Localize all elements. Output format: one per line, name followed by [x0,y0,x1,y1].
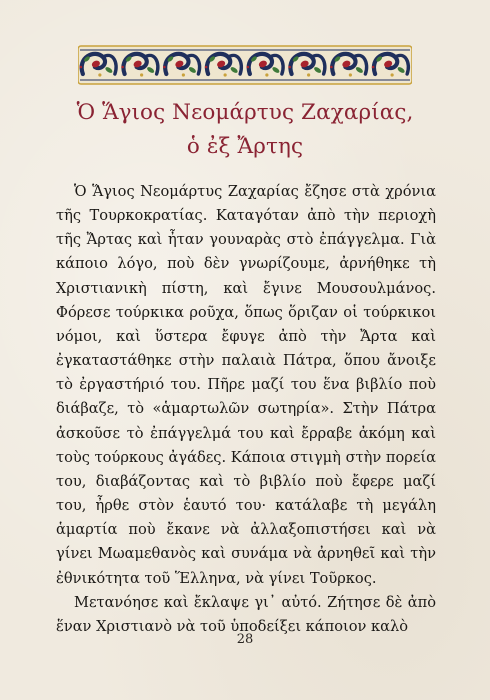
chapter-title [0,96,490,164]
chapter-title-line-1: Ὁ Ἅγιος Νεομάρτυς Ζαχαρίας, [76,100,414,125]
chapter-title-line-2: ὁ ἐξ Ἄρτης [186,134,304,159]
paragraph-2: Μετανόησε καὶ ἔκλαψε γι᾽ αὐτό. Ζήτησε δὲ ἀπὸ ἕναν Χριστιανὸ νὰ τοῦ ὑποδείξει κάποιον καλὸ [56,593,436,635]
page-number: 28 [236,632,254,647]
decorative-ornament-icon [78,42,412,88]
body-text [56,180,436,639]
paragraph-1: Ὁ Ἅγιος Νεομάρτυς Ζαχαρίας ἔζησε στὰ χρόνια τῆς Τουρκοκρατίας. Καταγόταν ἀπὸ τὴν περιοχὴ τῆς Ἄρτας καὶ ἦταν γουναρὰς στὸ ἐπάγγελμα. Γιὰ κάποιο λόγο, ποὺ δὲν γνωρίζουμε, ἀρνήθηκε τὴ Χριστιανικὴ πίστη, καὶ ἔγινε Μουσουλμάνος. Φόρεσε τούρκικα ροῦχα, ὅπως ὅριζαν οἱ τούρκικοι νόμοι, καὶ ὕστερα ἔφυγε ἀπὸ τὴν Ἄρτα καὶ ἐγκαταστάθηκε στὴν παλαιὰ Πάτρα, ὅπου ἄνοιξε τὸ ἐργαστήριό του. Πῆρε μαζί του ἕνα βιβλίο ποὺ διάβαζε, τὸ «ἁμαρτωλῶν σωτηρία». Στὴν Πάτρα ἀσκοῦσε τὸ ἐπάγγελμά του καὶ ἔρραβε ἀκόμη καὶ τοὺς τούρκους ἀγάδες. Κάποια στιγμὴ στὴν πορεία του, διαβάζοντας καὶ τὸ βιβλίο ποὺ ἔφερε μαζί του, ἦρθε στὸν ἑαυτό του· κατάλαβε τὴ μεγάλη ἁμαρτία ποὺ ἔκανε νὰ ἀλλαξοπιστήσει καὶ νὰ γίνει Μωαμεθανὸς καὶ συνάμα νὰ ἀρνηθεῖ καὶ τὴν ἐθνικότητα τοῦ Ἕλληνα, νὰ γίνει Τοῦρκος. [56,183,436,587]
